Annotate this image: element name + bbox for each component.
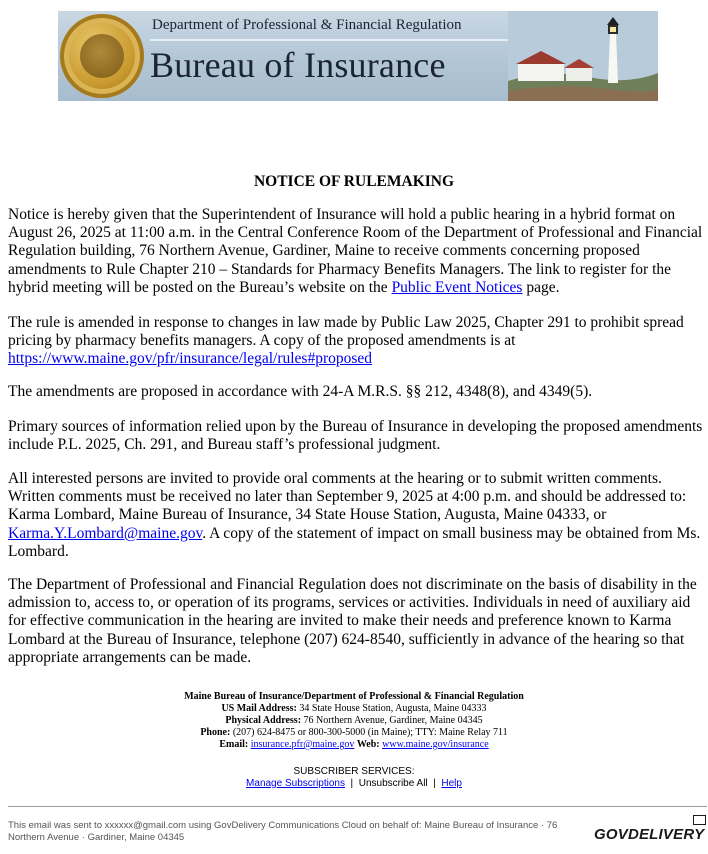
paragraph-authority: The amendments are proposed in accordance with 24-A M.R.S. §§ 212, 4348(8), and 4349(5).	[8, 383, 593, 400]
lighthouse-icon	[508, 11, 658, 101]
help-link[interactable]: Help	[441, 778, 462, 789]
contact-footer: Maine Bureau of Insurance/Department of Professional & Financial Regulation US Mail Address: 34 State House Station, Augusta, Maine 04333 Physical Address: 76 Northern Avenue, Gardiner, Maine 04345 Phone: (207) 624-8475 or 800-300-5000 (in Maine); TTY: Maine Relay 711 Email: insurance.pfr@maine.gov Web: www.maine.gov/insurance	[184, 691, 524, 750]
govdelivery-notice: This email was sent to xxxxxx@gmail.com using GovDelivery Communications Cloud on behalf of: Maine Bureau of Insurance · 76 Northern Avenue · Gardiner, Maine 04345	[8, 820, 558, 843]
paragraph-amendment-reason: The rule is amended in response to changes in law made by Public Law 2025, Chapter 291 to prohibit spread pricing by pharmacy benefits managers. A copy of the proposed amendments is at https://www.maine.gov/pfr/insurance/legal/rules#proposed	[8, 314, 684, 368]
state-seal-icon	[60, 14, 144, 98]
paragraph-hearing: Notice is hereby given that the Superintendent of Insurance will hold a public hearing in a hybrid format on August 26, 2025 at 11:00 a.m. in the Central Conference Room of the Department of Professional and Financial Regulation building, 76 Northern Avenue, Gardiner, Maine to receive comments concerning proposed amendments to Rule Chapter 210 – Standards for Pharmacy Benefits Managers. The link to register for the hybrid meeting will be posted on the Bureau’s website on the Public Event Notices page.	[8, 206, 703, 296]
public-event-notices-link[interactable]: Public Event Notices	[391, 278, 523, 296]
phone-number: (207) 624-8475 or 800-300-5000 (in Maine); TTY: Maine Relay 711	[230, 727, 508, 738]
paragraph-comments: All interested persons are invited to provide oral comments at the hearing or to submit written comments. Written comments must be received no later than September 9, 2025 at 4:00 p.m. and should be addressed to: Karma Lombard, Maine Bureau of Insurance, 34 State House Station, Augusta, Maine 04333, or Karma.Y.Lombard@maine.gov. A copy of the statement of impact on small business may be obtained from Ms. Lombard.	[8, 470, 701, 560]
footer-org: Maine Bureau of Insurance/Department of Professional & Financial Regulation	[184, 691, 524, 702]
contact-email-link[interactable]: Karma.Y.Lombard@maine.gov	[8, 524, 203, 542]
govdelivery-logo: GOVDELIVERY	[594, 826, 705, 843]
envelope-icon	[693, 815, 706, 825]
manage-subscriptions-link[interactable]: Manage Subscriptions	[246, 778, 345, 789]
proposed-rules-link[interactable]: https://www.maine.gov/pfr/insurance/legal/rules#proposed	[8, 350, 373, 368]
unsubscribe-all-text: Unsubscribe All	[358, 778, 428, 789]
footer-web-link[interactable]: www.maine.gov/insurance	[382, 739, 489, 750]
paragraph-sources: Primary sources of information relied upon by the Bureau of Insurance in developing the proposed amendments include P.L. 2025, Ch. 291, and Bureau staff’s professional judgment.	[8, 418, 703, 454]
subscriber-services: SUBSCRIBER SERVICES: Manage Subscriptions | Unsubscribe All | Help	[0, 766, 708, 790]
footer-divider	[8, 806, 707, 807]
subscriber-heading: SUBSCRIBER SERVICES:	[293, 766, 415, 777]
paragraph-nondiscrimination: The Department of Professional and Financial Regulation does not discriminate on the basis of disability in the admission to, access to, or operation of its programs, services or activities. Individuals in need of auxiliary aid for effective communication in the hearing are invited to make their needs and preference known to Karma Lombard at the Bureau of Insurance, telephone (207) 624-8540, sufficiently in advance of the hearing so that appropriate arrangements can be made.	[8, 576, 697, 666]
header-banner	[58, 11, 658, 101]
mail-address: 34 State House Station, Augusta, Maine 04333	[296, 703, 487, 714]
physical-address: 76 Northern Avenue, Gardiner, Maine 04345	[301, 715, 483, 726]
department-name: Department of Professional & Financial Regulation	[152, 17, 462, 33]
footer-email-link[interactable]: insurance.pfr@maine.gov	[250, 739, 355, 750]
bureau-name: Bureau of Insurance	[150, 45, 446, 85]
notice-title: NOTICE OF RULEMAKING	[253, 173, 455, 190]
